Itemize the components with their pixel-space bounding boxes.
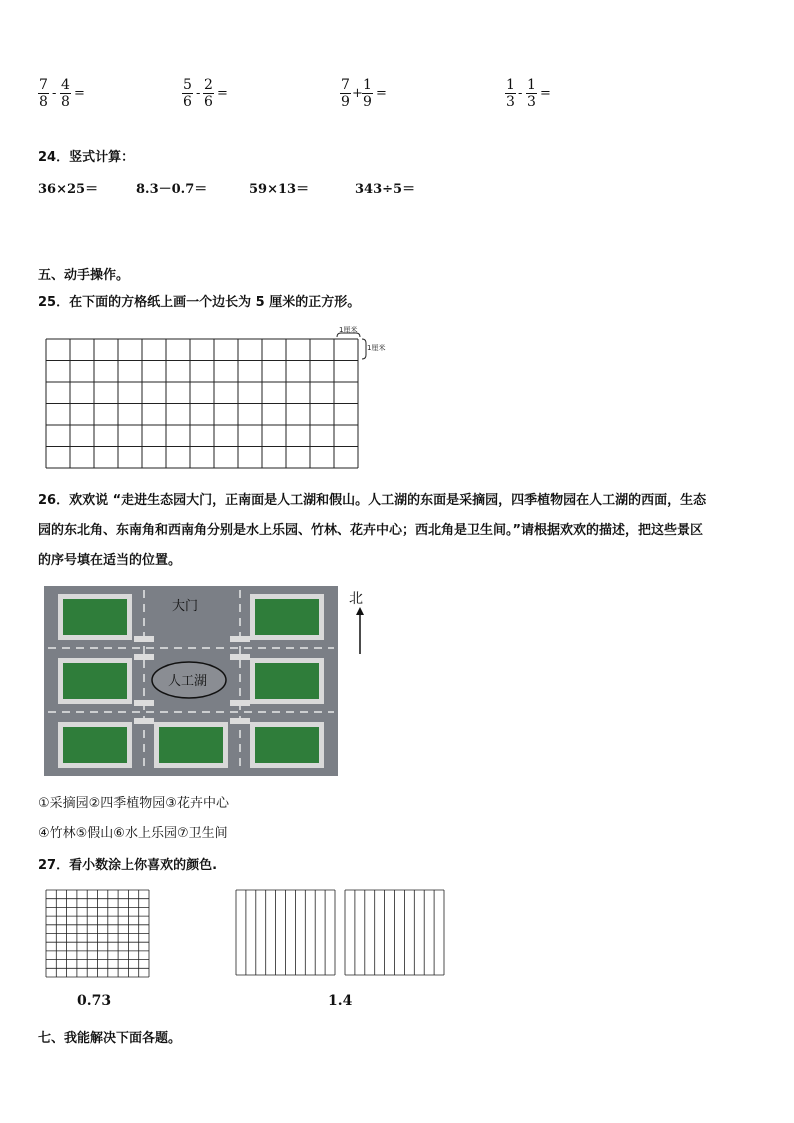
numerator: 4 (61, 77, 70, 93)
lake-label: 人工湖 (168, 674, 208, 689)
operator: - (518, 86, 523, 101)
decimal-label-b: 1.4 (328, 993, 353, 1009)
north-arrow-icon (354, 606, 366, 656)
numerator: 7 (341, 77, 350, 93)
q24-item: 36×25＝ (38, 182, 99, 197)
q26-line-3: 的序号填在适当的位置。 (38, 553, 182, 568)
q26-line-2: 园的东北角、东南角和西南角分别是水上乐园、竹林、花卉中心；西北角是卫生间。”请根据欢欢的描述，把这些景区 (38, 523, 704, 538)
numerator: 1 (363, 77, 372, 93)
numerator: 1 (527, 77, 536, 93)
legend-line-1: ①采摘园②四季植物园③花卉中心 (38, 796, 229, 811)
q25-title: 25．在下面的方格纸上画一个边长为 5 厘米的正方形。 (38, 295, 361, 310)
equals-sign: = (74, 86, 85, 101)
equals-sign: = (217, 86, 228, 101)
north-label: 北 (349, 591, 363, 607)
denominator: 6 (204, 94, 213, 110)
q27-title: 27．看小数涂上你喜欢的颜色. (38, 858, 218, 873)
fraction (38, 77, 49, 110)
scale-label-vertical: 1厘米 (367, 344, 386, 352)
numerator: 2 (204, 77, 213, 93)
equals-sign: = (540, 86, 551, 101)
denominator: 9 (363, 94, 372, 110)
numerator: 7 (39, 77, 48, 93)
equals-sign: = (376, 86, 387, 101)
numerator: 5 (183, 77, 192, 93)
fraction (505, 77, 516, 110)
fraction (182, 77, 193, 110)
fraction (340, 77, 351, 110)
denominator: 8 (39, 94, 48, 110)
denominator: 6 (183, 94, 192, 110)
map-green-area[interactable] (63, 599, 127, 635)
fraction (526, 77, 537, 110)
operator: - (52, 86, 57, 101)
denominator: 8 (61, 94, 70, 110)
map-green-area[interactable] (159, 727, 223, 763)
operator: + (352, 86, 363, 101)
operator: - (196, 86, 201, 101)
fraction (60, 77, 71, 110)
scale-label-horizontal: 1厘米 (339, 326, 358, 334)
map-green-area[interactable] (255, 663, 319, 699)
section-heading-7: 七、我能解决下面各题。 (38, 1031, 182, 1046)
map-green-area[interactable] (63, 663, 127, 699)
grid-paper[interactable] (40, 322, 386, 472)
eco-park-map (44, 586, 338, 776)
denominator: 3 (527, 94, 536, 110)
tenths-strip-1[interactable] (235, 889, 337, 977)
q24-item: 343÷5＝ (355, 182, 416, 197)
q24-item: 59×13＝ (249, 182, 310, 197)
q26-line-1: 26．欢欢说 “走进生态园大门，正南面是人工湖和假山。人工湖的东面是采摘园，四季植物园在人工湖的西面，生态 (38, 493, 707, 508)
denominator: 3 (506, 94, 515, 110)
map-green-area[interactable] (63, 727, 127, 763)
q24-title: 24．竖式计算： (38, 150, 135, 165)
fraction (362, 77, 373, 110)
legend-line-2: ④竹林⑤假山⑥水上乐园⑦卫生间 (38, 826, 228, 841)
hundred-grid[interactable] (45, 889, 151, 979)
gate-label: 大门 (172, 599, 199, 614)
map-green-area[interactable] (255, 727, 319, 763)
decimal-label-a: 0.73 (77, 993, 112, 1009)
denominator: 9 (341, 94, 350, 110)
q24-item: 8.3－0.7＝ (136, 182, 208, 197)
section-heading-5: 五、动手操作。 (38, 268, 130, 283)
map-green-area[interactable] (255, 599, 319, 635)
scale-brace-vertical (362, 339, 366, 359)
numerator: 1 (506, 77, 515, 93)
tenths-strip-2[interactable] (344, 889, 446, 977)
fraction (203, 77, 214, 110)
